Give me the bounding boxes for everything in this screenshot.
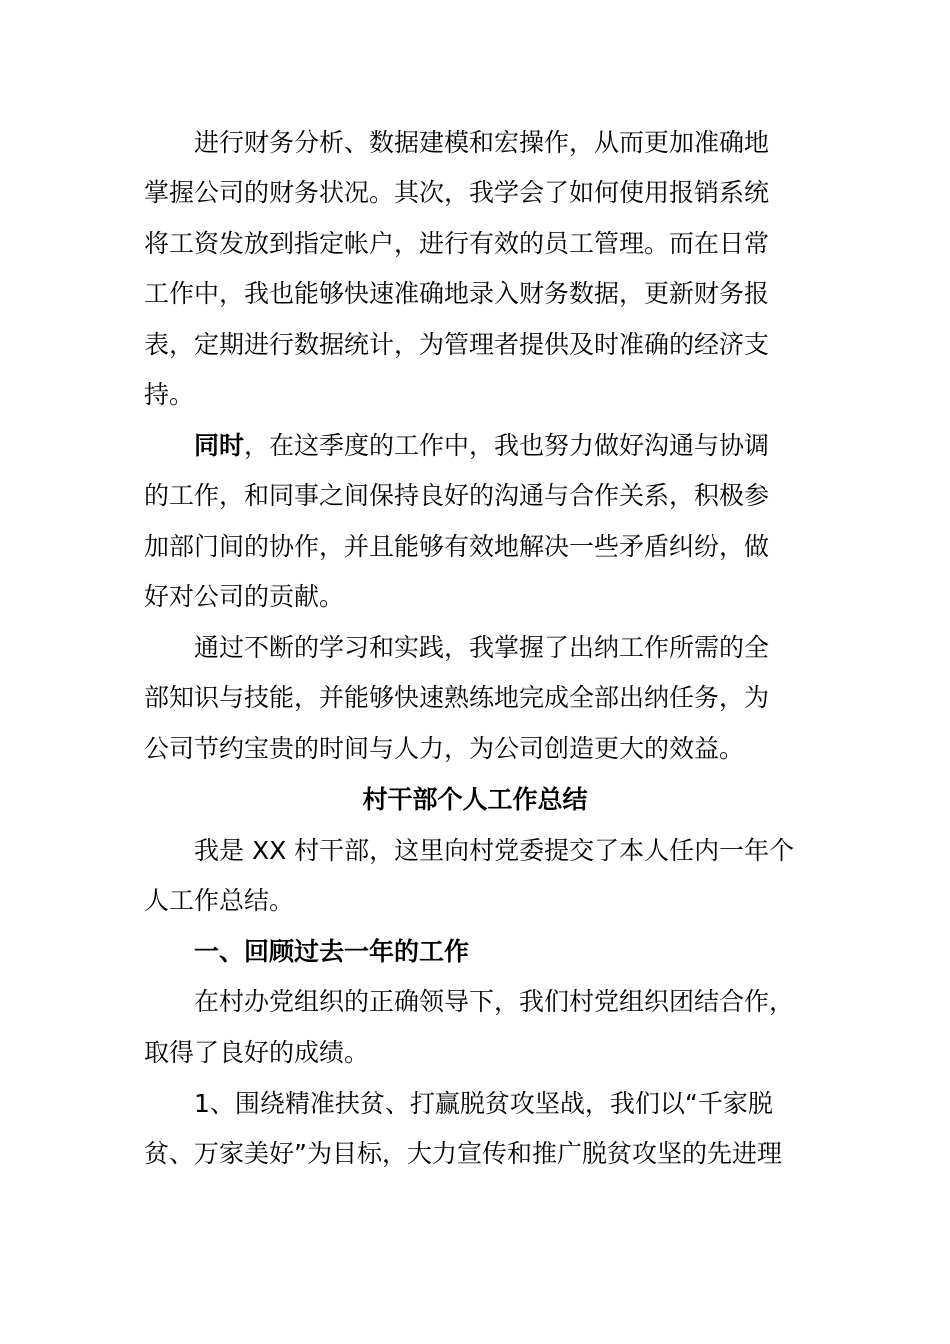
paragraph-line: 在村办党组织的正确领导下，我们村党组织团结合作， xyxy=(194,987,795,1016)
paragraph-line: 人工作总结。 xyxy=(144,886,295,915)
paragraph-line: 公司节约宝贵的时间与人力，为公司创造更大的效益。 xyxy=(144,734,745,763)
paragraph-line: 持。 xyxy=(144,380,195,409)
paragraph-line: 通过不断的学习和实践，我掌握了出纳工作所需的全 xyxy=(194,633,770,662)
paragraph-line: 进行财务分析、数据建模和宏操作，从而更加准确地 xyxy=(194,128,770,157)
paragraph-text: ，在这季度的工作中，我也努力做好沟通与协调 xyxy=(244,431,770,460)
paragraph-line: 将工资发放到指定帐户，进行有效的员工管理。而在日常 xyxy=(144,229,770,258)
paragraph-first-line xyxy=(194,429,769,463)
paragraph-line: 1、围绕精准扶贫、打赢脱贫攻坚战，我们以“千家脱 xyxy=(194,1089,773,1118)
document-title: 村干部个人工作总结 xyxy=(362,785,588,814)
paragraph-line: 的工作，和同事之间保持良好的沟通与合作关系，积极参 xyxy=(144,481,770,510)
paragraph-line: 掌握公司的财务状况。其次，我学会了如何使用报销系统 xyxy=(144,178,770,207)
paragraph-line: 表，定期进行数据统计，为管理者提供及时准确的经济支 xyxy=(144,330,770,359)
paragraph-line: 取得了良好的成绩。 xyxy=(144,1038,370,1067)
section-heading: 一、回顾过去一年的工作 xyxy=(194,937,470,966)
bold-lead-text: 同时 xyxy=(194,431,245,460)
paragraph-line: 部知识与技能，并能够快速熟练地完成全部出纳任务，为 xyxy=(144,683,770,712)
paragraph-line: 好对公司的贡献。 xyxy=(144,582,345,611)
paragraph-line: 工作中，我也能够快速准确地录入财务数据，更新财务报 xyxy=(144,279,770,308)
paragraph-line: 贫、万家美好”为目标，大力宣传和推广脱贫攻坚的先进理 xyxy=(144,1139,782,1168)
paragraph-line: 我是 XX 村干部，这里向村党委提交了本人任内一年个 xyxy=(194,836,795,865)
paragraph-line: 加部门间的协作，并且能够有效地解决一些矛盾纠纷，做 xyxy=(144,532,770,561)
